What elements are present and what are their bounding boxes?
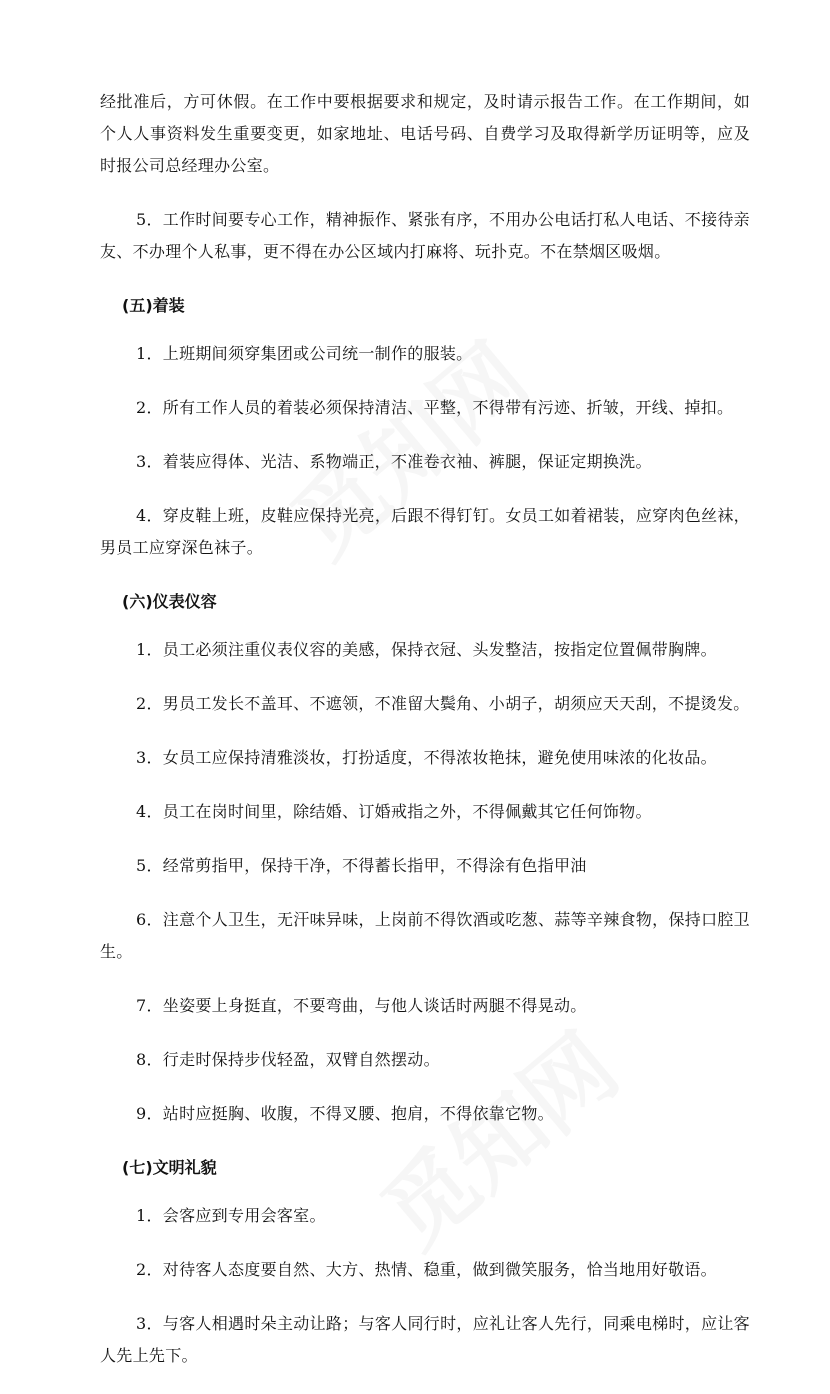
appearance-item-5: 5．经常剪指甲，保持干净，不得蓄长指甲，不得涂有色指甲油	[136, 856, 587, 875]
attire-item-1: 1．上班期间须穿集团或公司统一制作的服装。	[136, 344, 473, 363]
section-heading-etiquette: (七)文明礼貌	[122, 1158, 217, 1177]
document-body	[100, 86, 750, 1394]
appearance-item-8: 8．行走时保持步伐轻盈，双臂自然摆动。	[136, 1050, 440, 1069]
etiquette-item-3: 3．与客人相遇时朵主动让路；与客人同行时，应礼让客人先行，同乘电梯时，应让客人先上先下。	[100, 1314, 750, 1365]
appearance-item-3: 3．女员工应保持清雅淡妆，打扮适度，不得浓妆艳抹，避免使用味浓的化妆品。	[136, 748, 717, 767]
etiquette-item-2: 2．对待客人态度要自然、大方、热情、稳重，做到微笑服务，恰当地用好敬语。	[136, 1260, 717, 1279]
appearance-item-2: 2．男员工发长不盖耳、不遮领，不准留大鬓角、小胡子，胡须应天天刮，不提烫发。	[136, 694, 750, 713]
attire-item-3: 3．着装应得体、光洁、系物端正，不准卷衣袖、裤腿，保证定期换洗。	[136, 452, 652, 471]
appearance-item-4: 4．员工在岗时间里，除结婚、订婚戒指之外，不得佩戴其它任何饰物。	[136, 802, 652, 821]
paragraph-continued: 经批准后，方可休假。在工作中要根据要求和规定，及时请示报告工作。在工作期间，如个人人事资料发生重要变更，如家地址、电话号码、自费学习及取得新学历证明等，应及时报公司总经理办公室。	[100, 92, 750, 175]
attire-item-2: 2．所有工作人员的着装必须保持清洁、平整，不得带有污迹、折皱，开线、掉扣。	[136, 398, 734, 417]
appearance-item-7: 7．坐姿要上身挺直，不要弯曲，与他人谈话时两腿不得晃动。	[136, 996, 587, 1015]
paragraph-item-5: 5．工作时间要专心工作，精神振作、紧张有序，不用办公电话打私人电话、不接待亲友、不办理个人私事，更不得在办公区域内打麻将、玩扑克。不在禁烟区吸烟。	[100, 210, 750, 261]
attire-item-4: 4．穿皮鞋上班，皮鞋应保持光亮，后跟不得钉钉。女员工如着裙装，应穿肉色丝袜，男员工应穿深色袜子。	[100, 506, 750, 557]
section-heading-attire: (五)着装	[122, 296, 185, 315]
etiquette-item-1: 1．会客应到专用会客室。	[136, 1206, 326, 1225]
appearance-item-1: 1．员工必须注重仪表仪容的美感，保持衣冠、头发整洁，按指定位置佩带胸牌。	[136, 640, 717, 659]
appearance-item-6: 6．注意个人卫生，无汗味异味，上岗前不得饮酒或吃葱、蒜等辛辣食物，保持口腔卫生。	[100, 910, 750, 961]
appearance-item-9: 9．站时应挺胸、收腹，不得叉腰、抱肩，不得依靠它物。	[136, 1104, 554, 1123]
section-heading-appearance: (六)仪表仪容	[122, 592, 217, 611]
